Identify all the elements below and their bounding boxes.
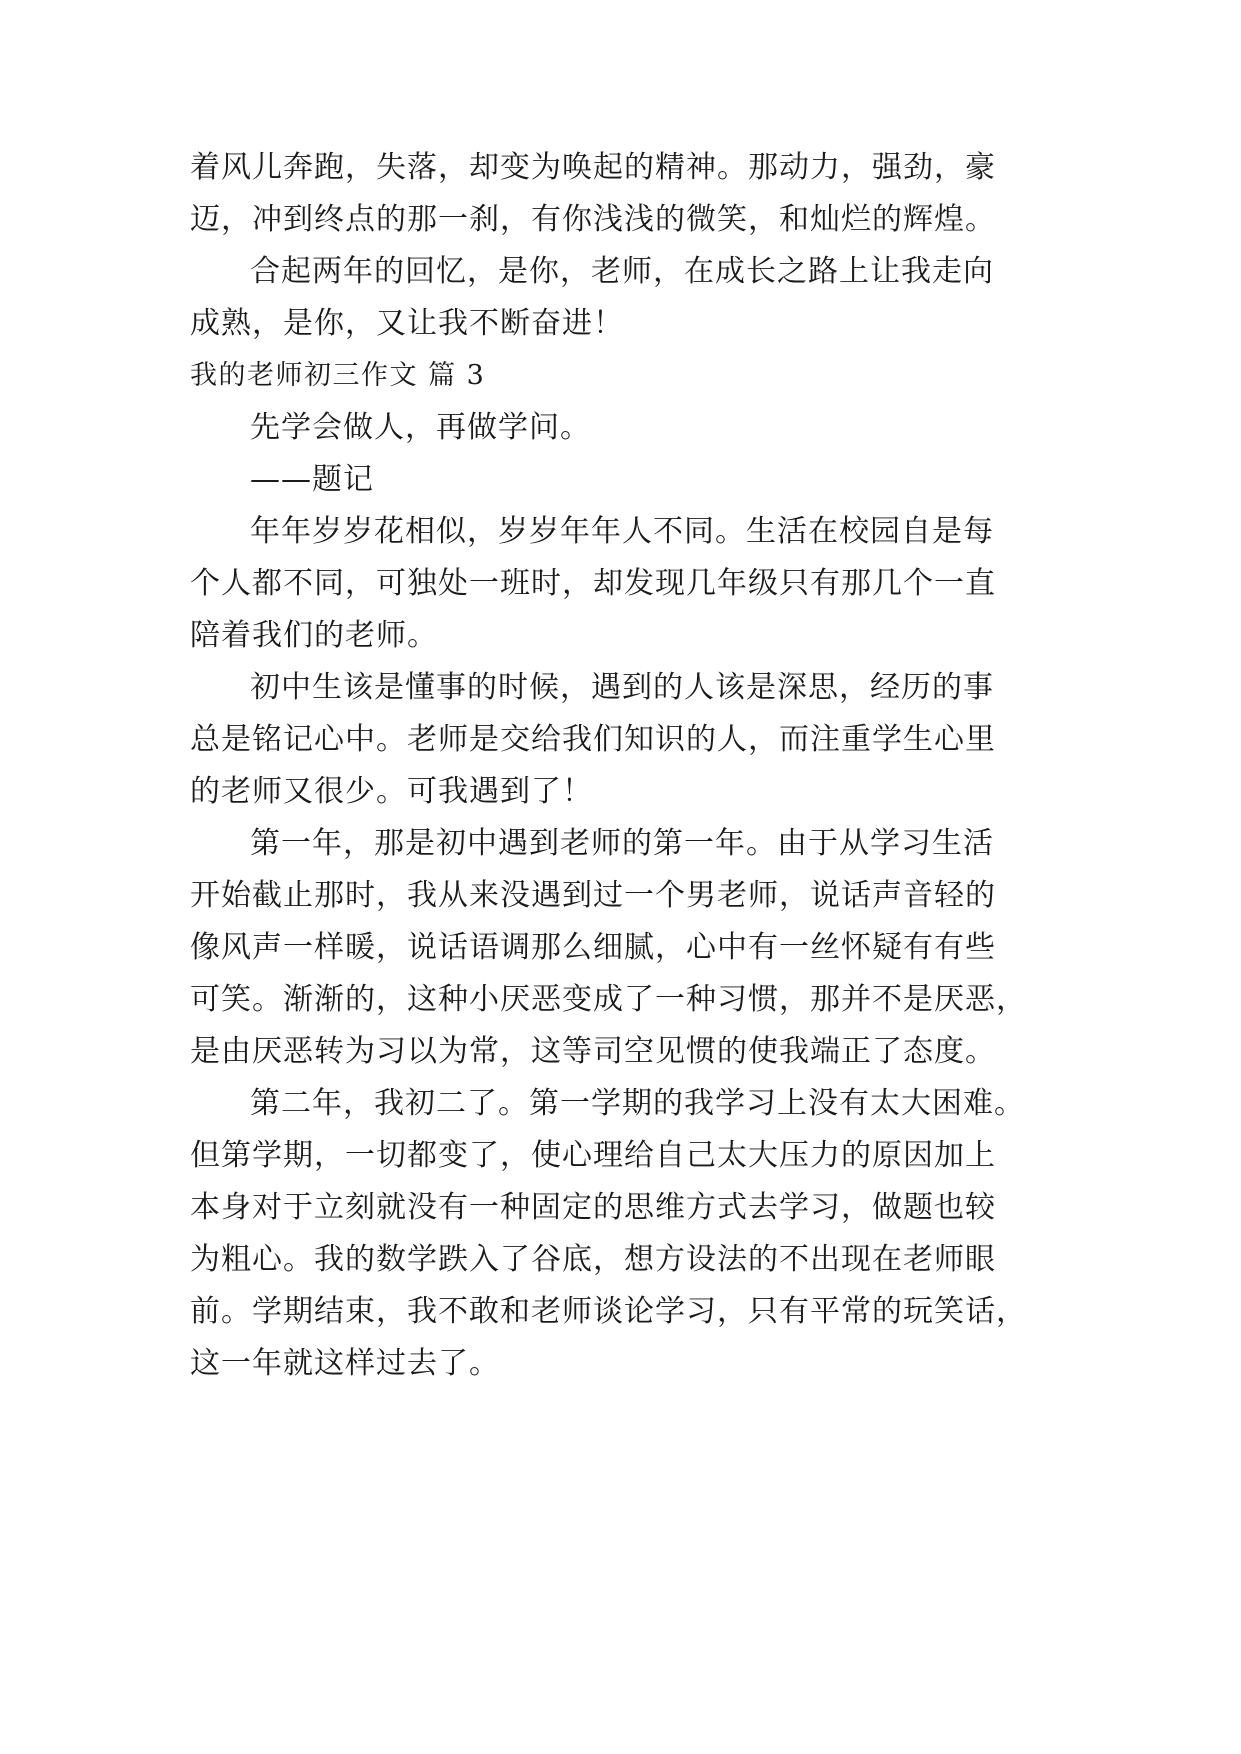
paragraph-line: 可笑。渐渐的，这种小厌恶变成了一种习惯，那并不是厌恶， bbox=[190, 982, 1027, 1017]
paragraph-line: 个人都不同，可独处一班时，却发现几年级只有那几个一直 bbox=[190, 566, 996, 601]
paragraph-line: 的老师又很少。可我遇到了！ bbox=[190, 774, 593, 809]
paragraph-line: 年年岁岁花相似，岁岁年年人不同。生活在校园自是每 bbox=[250, 514, 994, 549]
paragraph-line: 第一年，那是初中遇到老师的第一年。由于从学习生活 bbox=[250, 826, 994, 861]
paragraph-line: 陪着我们的老师。 bbox=[190, 618, 438, 653]
paragraph-line: 总是铭记心中。老师是交给我们知识的人，而注重学生心里 bbox=[190, 722, 996, 757]
paragraph-line: 迈，冲到终点的那一刹，有你浅浅的微笑，和灿烂的辉煌。 bbox=[190, 202, 996, 237]
epigraph-line: 先学会做人，再做学问。 bbox=[250, 410, 591, 445]
paragraph-line: 是由厌恶转为习以为常，这等司空见惯的使我端正了态度。 bbox=[190, 1034, 996, 1069]
section-heading: 我的老师初三作文 篇 3 bbox=[190, 360, 486, 391]
paragraph-line: 本身对于立刻就没有一种固定的思维方式去学习，做题也较 bbox=[190, 1190, 996, 1225]
paragraph-line: 这一年就这样过去了。 bbox=[190, 1346, 500, 1381]
paragraph-line: 开始截止那时，我从来没遇到过一个男老师，说话声音轻的 bbox=[190, 878, 996, 913]
paragraph-line: 但第学期，一切都变了，使心理给自己太大压力的原因加上 bbox=[190, 1138, 996, 1173]
paragraph-line: 像风声一样暖，说话语调那么细腻，心中有一丝怀疑有有些 bbox=[190, 930, 996, 965]
paragraph-line: 前。学期结束，我不敢和老师谈论学习，只有平常的玩笑话， bbox=[190, 1294, 1027, 1329]
paragraph-line: 初中生该是懂事的时候，遇到的人该是深思，经历的事 bbox=[250, 670, 994, 705]
paragraph-line: 合起两年的回忆，是你，老师，在成长之路上让我走向 bbox=[250, 254, 994, 289]
paragraph-line: 第二年，我初二了。第一学期的我学习上没有太大困难。 bbox=[250, 1086, 1025, 1121]
paragraph-line: 着风儿奔跑，失落，却变为唤起的精神。那动力，强劲，豪 bbox=[190, 150, 996, 185]
paragraph-line: 成熟，是你，又让我不断奋进！ bbox=[190, 306, 624, 341]
epigraph-attribution: ——题记 bbox=[250, 462, 374, 497]
paragraph-line: 为粗心。我的数学跌入了谷底，想方设法的不出现在老师眼 bbox=[190, 1242, 996, 1277]
